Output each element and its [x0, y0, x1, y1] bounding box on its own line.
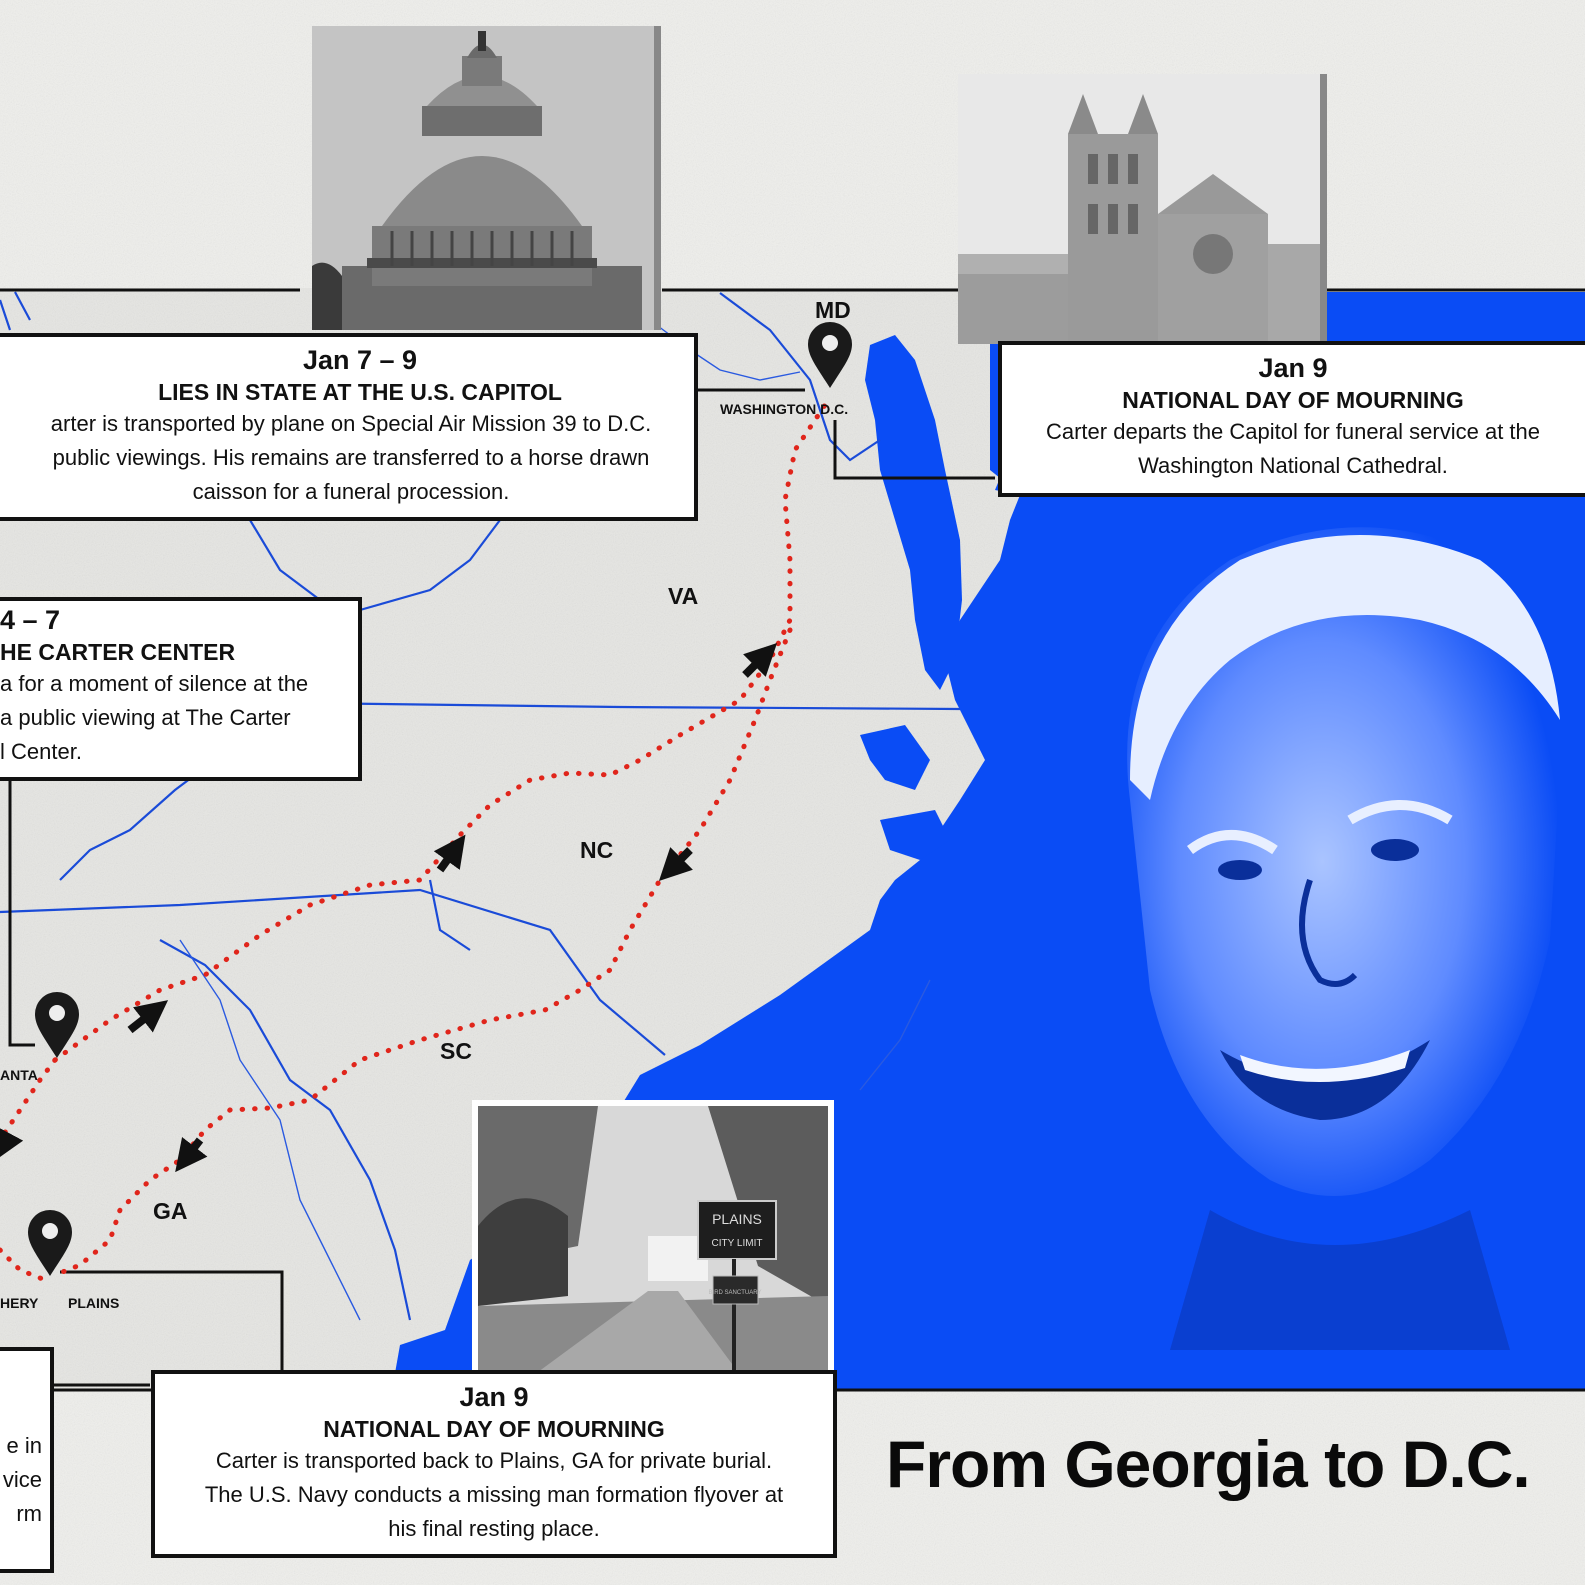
city-label-atlanta: ANTA [0, 1067, 38, 1083]
state-label-ga: GA [153, 1198, 188, 1224]
card-body-line: The U.S. Navy conducts a missing man formation flyover at [204, 1482, 784, 1507]
card-body-line: vice [2, 1467, 42, 1492]
card-body-line: Carter is transported back to Plains, GA for private burial. [215, 1448, 773, 1473]
card-body-line: rm [16, 1501, 42, 1526]
card-heading: HE CARTER CENTER [0, 639, 236, 665]
card-body [998, 415, 1585, 483]
city-label-washington: WASHINGTON D.C. [720, 401, 849, 417]
carter-center-info-card [0, 597, 362, 781]
city-label-americus: HERY [0, 1295, 39, 1311]
city-limit-sign-text: CITY LIMIT [711, 1238, 763, 1249]
card-body [0, 667, 358, 769]
card-date: 4 – 7 [0, 605, 61, 635]
card-body-line: e in [6, 1433, 42, 1458]
card-date: Jan 9 [1258, 353, 1328, 383]
card-body [0, 407, 694, 509]
card-date: Jan 7 – 9 [302, 345, 418, 375]
card-date: Jan 9 [459, 1382, 529, 1412]
city-label-plains: PLAINS [68, 1295, 120, 1311]
plains-sign-text: PLAINS [712, 1211, 762, 1227]
state-label-sc: SC [440, 1038, 472, 1064]
carter-portrait [1090, 520, 1585, 1350]
cathedral-photo [958, 74, 1327, 344]
state-label-md: MD [815, 297, 851, 323]
card-heading: LIES IN STATE AT THE U.S. CAPITOL [158, 379, 562, 405]
headline: From Georgia to D.C. [886, 1427, 1530, 1501]
card-heading: NATIONAL DAY OF MOURNING [323, 1416, 665, 1442]
cathedral-info-card [998, 341, 1585, 497]
card-heading: NATIONAL DAY OF MOURNING [1122, 387, 1464, 413]
bird-sanctuary-sign-text: BIRD SANCTUARY [708, 1290, 762, 1296]
capitol-info-card [0, 333, 698, 521]
card-body-line: public viewings. His remains are transferred to a horse drawn [52, 445, 650, 470]
plains-photo [472, 1100, 834, 1378]
left-partial-info-card [0, 1347, 54, 1573]
card-body-line: arter is transported by plane on Special Air Mission 39 to D.C. [50, 411, 652, 436]
card-body-line: Carter departs the Capitol for funeral service at the [1045, 419, 1541, 444]
card-body-line: a public viewing at The Carter [0, 705, 291, 730]
card-body [0, 1429, 42, 1531]
state-label-va: VA [668, 583, 699, 609]
state-label-nc: NC [580, 837, 614, 863]
capitol-photo [312, 26, 661, 330]
card-body-line: his final resting place. [388, 1516, 600, 1541]
card-body-line: a for a moment of silence at the [0, 671, 309, 696]
card-body [155, 1444, 833, 1546]
plains-info-card [151, 1370, 837, 1558]
card-body-line: caisson for a funeral procession. [192, 479, 510, 504]
card-body-line: Washington National Cathedral. [1138, 453, 1448, 478]
card-body-line: l Center. [0, 739, 82, 764]
